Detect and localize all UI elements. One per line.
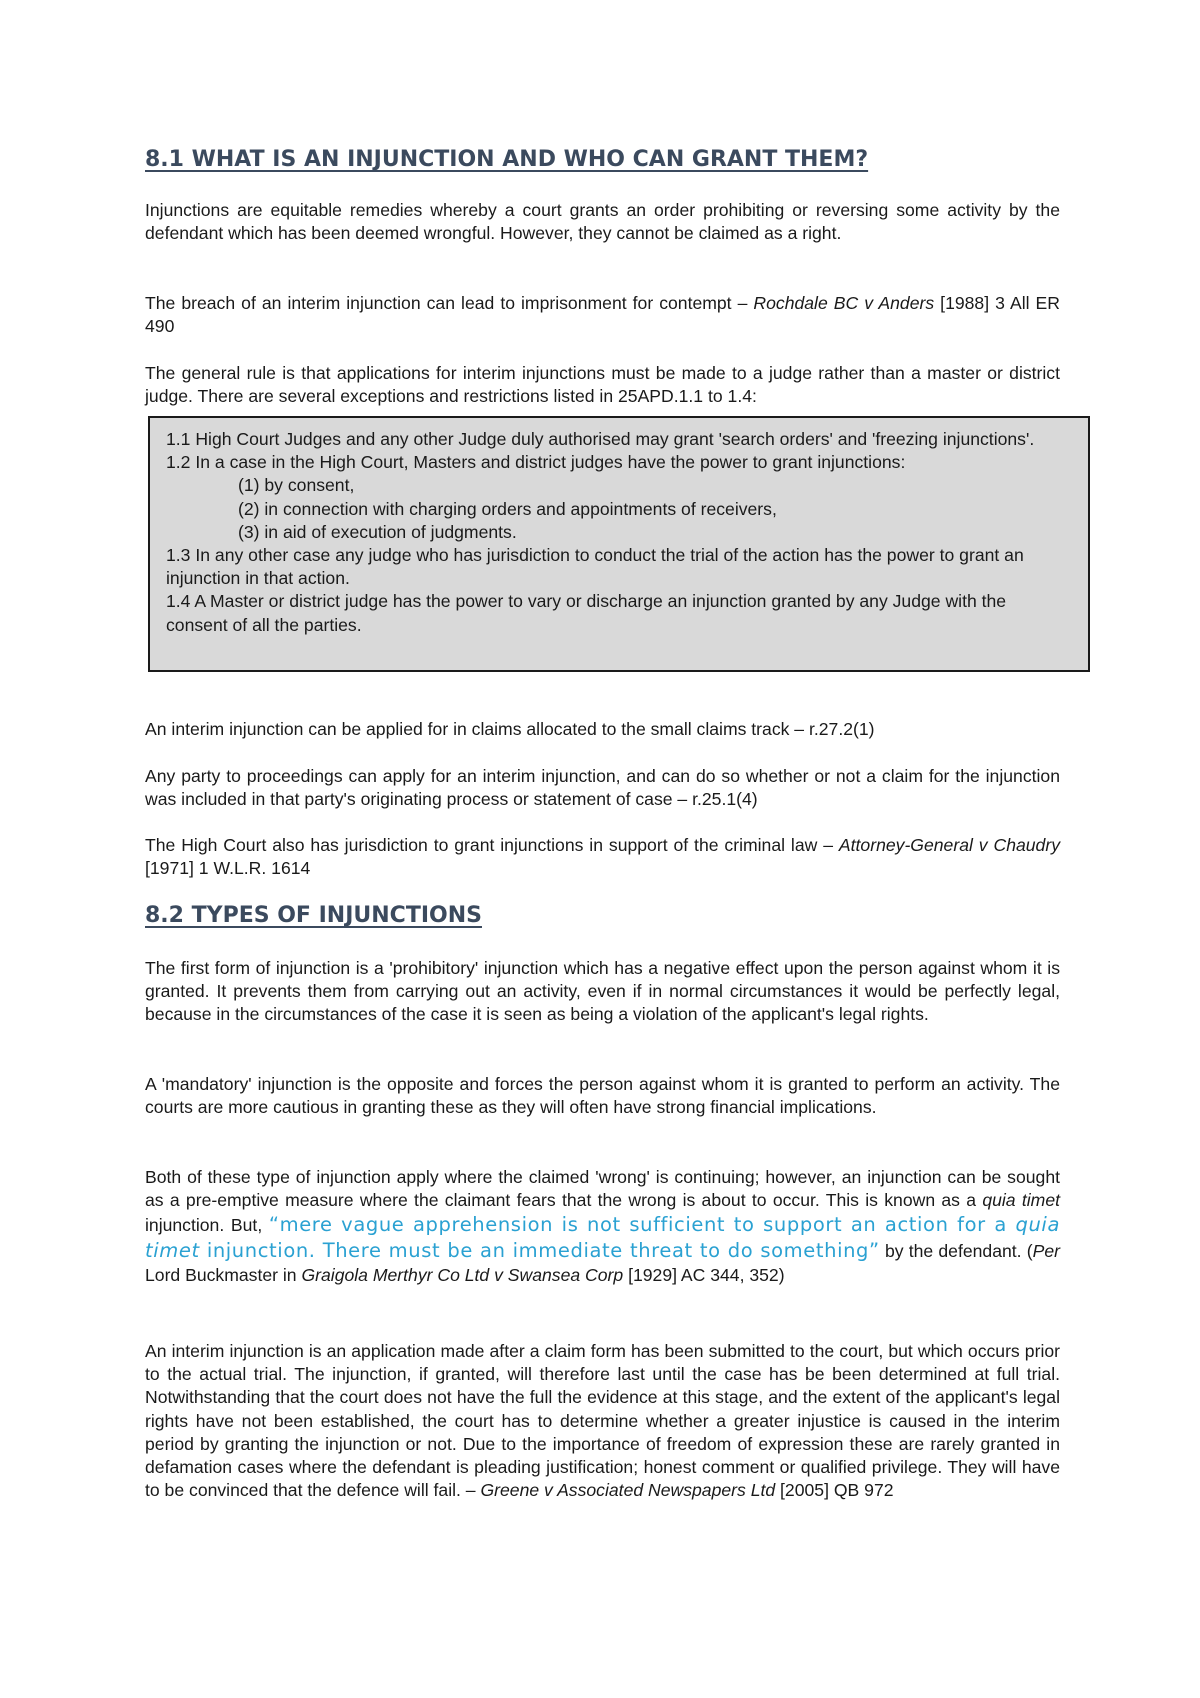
citation-graigola: [1929] AC 344, 352) xyxy=(623,1265,785,1286)
box-line-execution: (3) in aid of execution of judgments. xyxy=(238,521,517,542)
citation-greene: [2005] QB 972 xyxy=(775,1480,894,1501)
criminal-law-text: The High Court also has jurisdiction to grant injunctions in support of the criminal law – xyxy=(145,835,839,855)
box-line-consent: (1) by consent, xyxy=(238,475,355,496)
quia-timet-term: quia timet xyxy=(982,1190,1061,1211)
per-term: Per xyxy=(1032,1241,1060,1262)
quote-part-b: injunction. There must be an immediate threat to do something” xyxy=(199,1239,880,1263)
paragraph-small-claims: An interim injunction can be applied for in claims allocated to the small claims track – r.27.2(1) xyxy=(145,719,875,739)
paragraph-interim-injunction xyxy=(145,1340,1060,1502)
case-greene: Greene v Associated Newspapers Ltd xyxy=(480,1480,776,1501)
paragraph-general-rule: The general rule is that applications for interim injunctions must be made to a judge rather than a master or district judge. There are several exceptions and restrictions listed in 25APD.1.1 to 1.4: xyxy=(145,363,1060,407)
quote-quia-timet: quia timet xyxy=(145,1213,1061,1263)
box-line-1-2: 1.2 In a case in the High Court, Masters and district judges have the power to grant injunctions: xyxy=(166,452,906,473)
paragraph-definition: Injunctions are equitable remedies whereby a court grants an order prohibiting or reversing some activity by the defendant which has been deemed wrongful. However, they cannot be claimed as a right. xyxy=(145,200,1060,244)
quia-timet-text-a: Both of these type of injunction apply where the claimed 'wrong' is continuing; however, an injunction can be sought as a pre-emptive measure where the claimant fears that the wrong is about to occur. This is known as a xyxy=(145,1167,1060,1211)
citation-rochdale: [1988] 3 All ER 490 xyxy=(145,293,1060,337)
practice-direction-box xyxy=(148,416,1090,672)
section-heading-8-2: 8.2 TYPES OF INJUNCTIONS xyxy=(145,903,482,928)
paragraph-prohibitory: The first form of injunction is a 'prohibitory' injunction which has a negative effect upon the person against whom it is granted. It prevents them from carrying out an activity, even if in normal circumstances it would be perfectly legal, because in the circumstances of the case it is seen as being a violation of the applicant's legal rights. xyxy=(145,958,1060,1025)
box-line-charging-orders: (2) in connection with charging orders and appointments of receivers, xyxy=(238,498,777,519)
quia-timet-text-c: by the defendant. ( xyxy=(879,1241,1033,1262)
paragraph-criminal-law xyxy=(145,834,1060,880)
section-heading-8-1: 8.1 WHAT IS AN INJUNCTION AND WHO CAN GRANT THEM? xyxy=(145,147,869,172)
paragraph-any-party: Any party to proceedings can apply for an interim injunction, and can do so whether or not a claim for the injunction was included in that party's originating process or statement of case – r.25.1(4) xyxy=(145,766,1060,810)
box-line-1-1: 1.1 High Court Judges and any other Judge duly authorised may grant 'search orders' and 'freezing injunctions'. xyxy=(166,429,1035,449)
breach-text: The breach of an interim injunction can lead to imprisonment for contempt – xyxy=(145,293,754,313)
case-rochdale: Rochdale BC v Anders xyxy=(753,293,935,313)
interim-text: An interim injunction is an application made after a claim form has been submitted to the court, but which occurs prior to the actual trial. The injunction, if granted, will therefore last until the case has be been determined at full trial. Notwithstanding that the court does not have the full the evidence at this stage, and the extent of the applicant's legal rights have not been established, the court has to determine whether a greater injustice is caused in the interim period by granting the injunction or not. Due to the importance of freedom of expression these are rarely granted in defamation cases where the defendant is pleading justification; honest comment or qualified privilege. They will have to be convinced that the defence will fail. – xyxy=(145,1341,1060,1501)
case-attorney-general: Attorney-General v Chaudry xyxy=(838,835,1060,855)
box-line-1-4: 1.4 A Master or district judge has the power to vary or discharge an injunction granted by any Judge with the consent of all the parties. xyxy=(166,591,1007,635)
quia-timet-text-b: injunction. But, xyxy=(145,1215,269,1236)
quote-part-a: “mere vague apprehension is not sufficient to support an action for a xyxy=(268,1213,1016,1237)
paragraph-quia-timet xyxy=(145,1166,1060,1288)
paragraph-breach xyxy=(145,292,1060,338)
citation-attorney-general: [1971] 1 W.L.R. 1614 xyxy=(145,858,311,879)
quia-timet-text-d: Lord Buckmaster in xyxy=(145,1265,302,1286)
box-line-1-3: 1.3 In any other case any judge who has jurisdiction to conduct the trial of the action has the power to grant an injunction in that action. xyxy=(166,545,1024,589)
case-graigola: Graigola Merthyr Co Ltd v Swansea Corp xyxy=(301,1265,624,1286)
paragraph-mandatory: A 'mandatory' injunction is the opposite and forces the person against whom it is granted to perform an activity. The courts are more cautious in granting these as they will often have strong financial implications. xyxy=(145,1074,1060,1118)
